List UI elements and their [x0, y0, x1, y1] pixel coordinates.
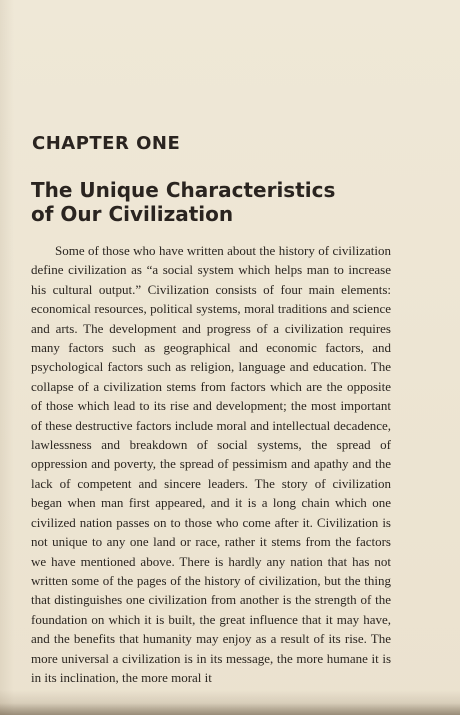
- chapter-title: [31, 178, 431, 226]
- page-edge-shadow: [0, 703, 460, 715]
- body-paragraph: Some of those who have written about the history of civilization define civilization as “a social system which helps man to increase his cultural output.” Civilization consists of four main elements: economical resources, political systems, moral traditions and science and arts. The development and progress of a civilization requires many factors such as geographical and economic factors, and psychological factors such as religion, language and education. The collapse of a civilization stems from factors which are the opposite of those which lead to its rise and development; the most important of these destructive factors include moral and intellectual decadence, lawlessness and breakdown of social systems, the spread of oppression and poverty, the spread of pessimism and apathy and the lack of competent and sincere leaders. The story of civilization began when man first appeared, and it is a long chain which one civilized nation passes on to those who come after it. Civilization is not unique to any one land or race, rather it stems from the factors we have mentioned above. There is hardly any nation that has not written some of the pages of the history of civilization, but the thing that distinguishes one civilization from another is the strength of the foundation on which it is built, the great influence that it may have, and the benefits that humanity may enjoy as a result of its rise. The more universal a civilization is in its message, the more humane it is in its inclination, the more moral it: [31, 243, 391, 685]
- chapter-label: CHAPTER ONE: [32, 133, 181, 154]
- body-text: [31, 241, 391, 687]
- chapter-title-line-2: of Our Civilization: [31, 202, 234, 226]
- chapter-title-line-1: The Unique Characteristics: [31, 178, 336, 202]
